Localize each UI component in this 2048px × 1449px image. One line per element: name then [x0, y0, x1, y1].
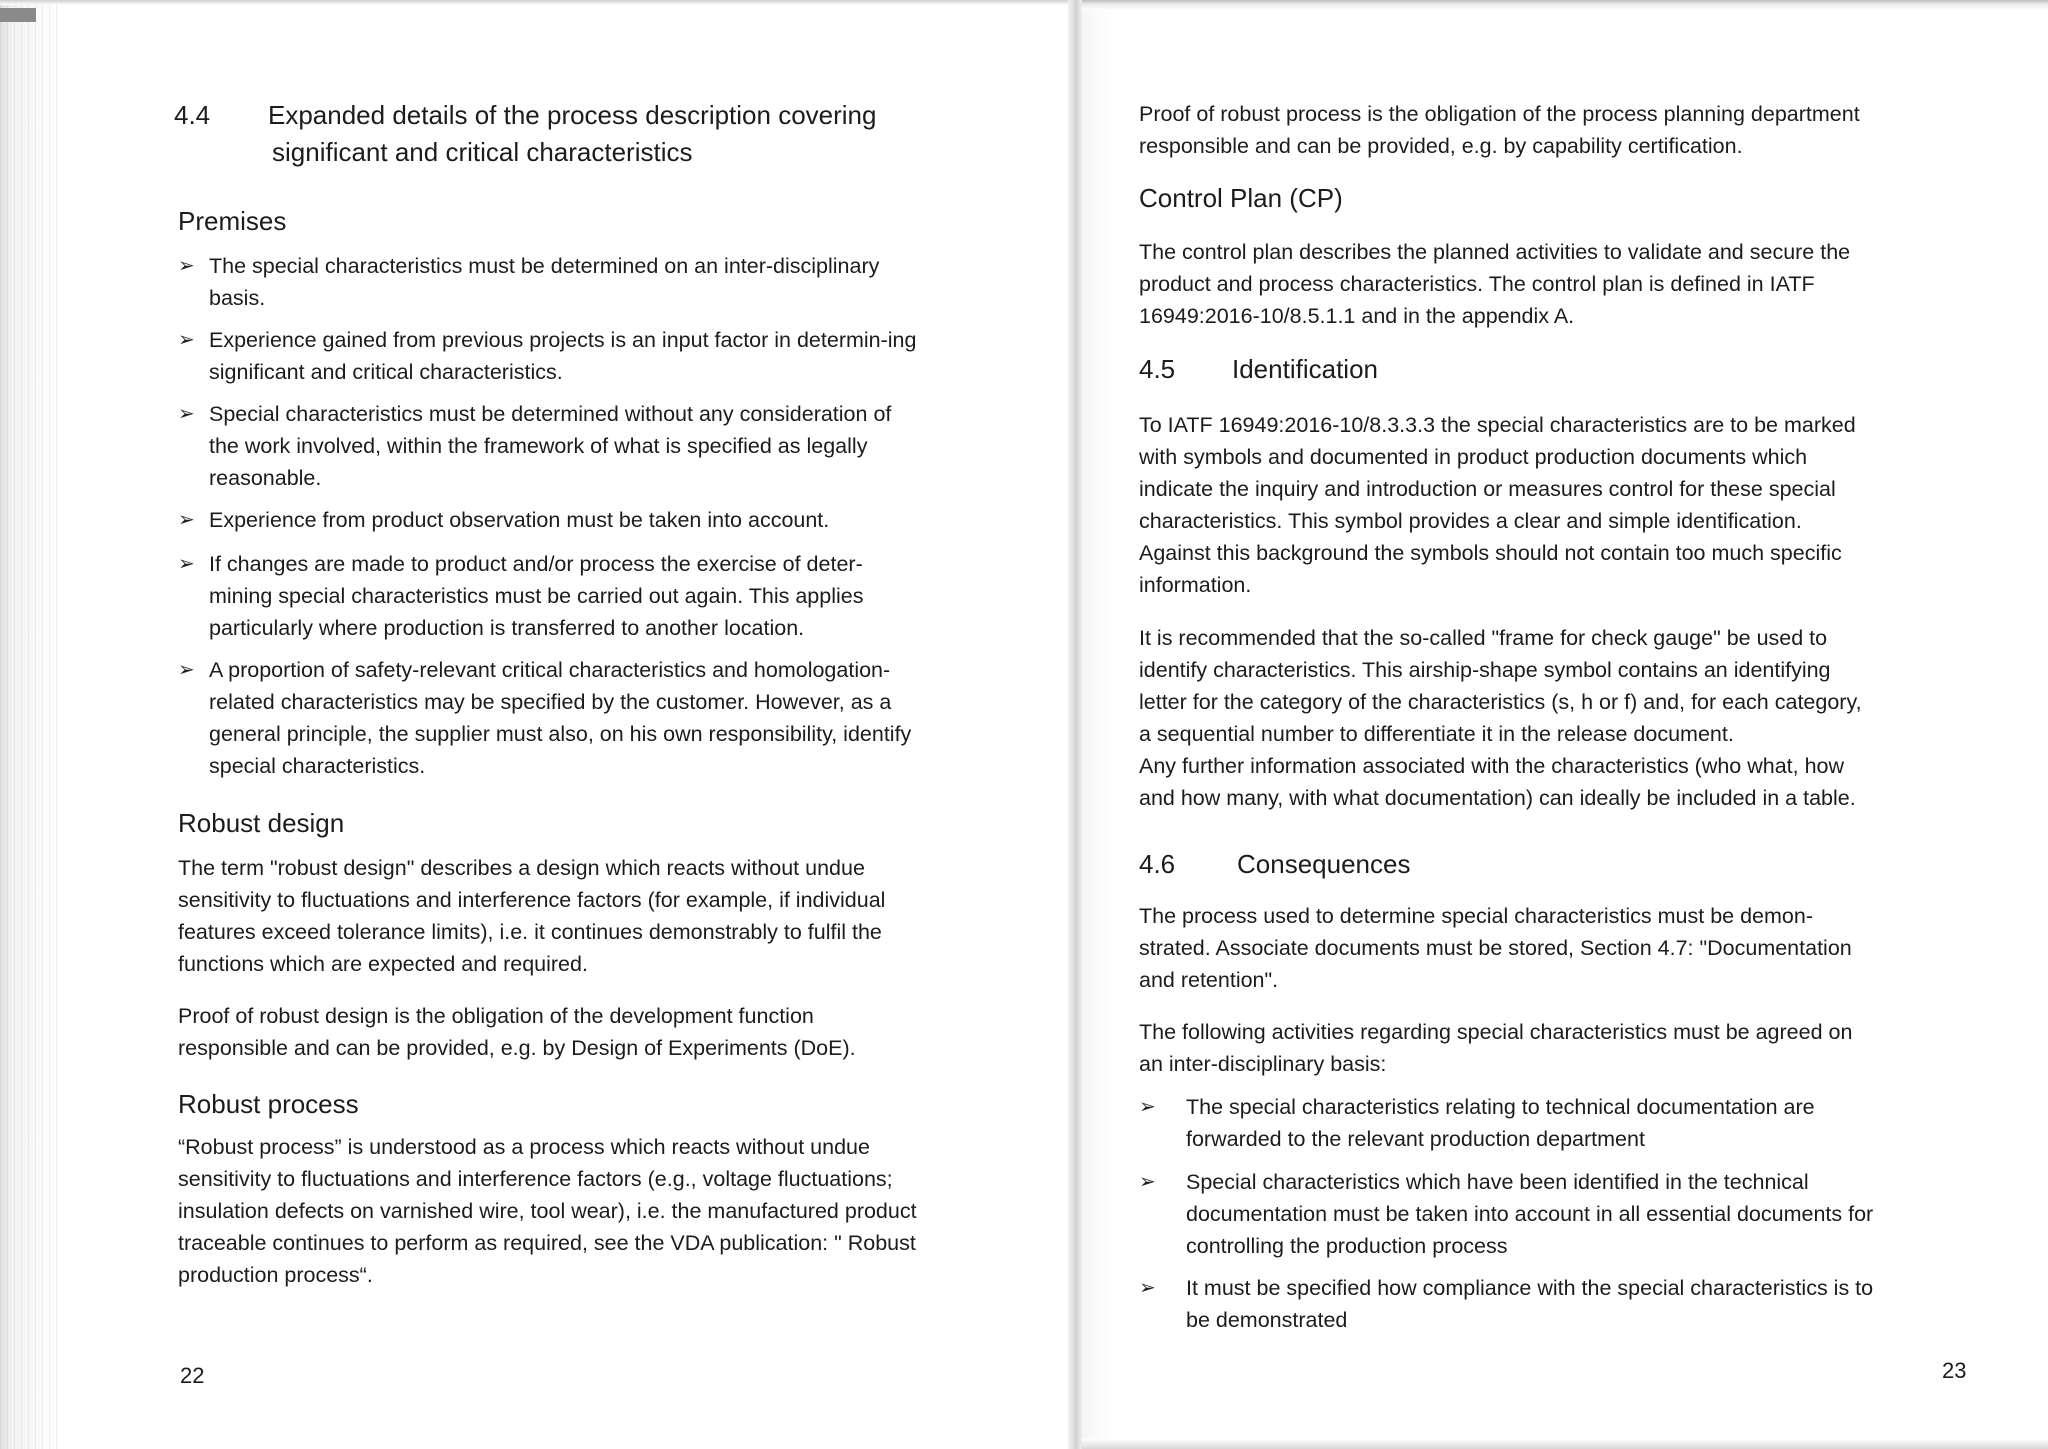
list-item: Experience gained from previous projects is an input factor in determin-ing significant and critical characteristics.	[209, 328, 917, 384]
arrowhead-bullet-icon: ➢	[178, 509, 195, 531]
section-title-line: Expanded details of the process description covering	[268, 100, 877, 130]
arrowhead-bullet-icon: ➢	[178, 553, 195, 575]
arrowhead-bullet-icon: ➢	[178, 659, 195, 681]
section-number: 4.5	[1139, 354, 1176, 384]
paragraph: The control plan describes the planned activities to validate and secure the product and process characteristics. The control plan is defined in IATF 16949:2016-10/8.5.1.1 and in the appendix A.	[1139, 240, 1851, 328]
arrowhead-bullet-icon: ➢	[1139, 1096, 1156, 1118]
section-title: Consequences	[1237, 849, 1411, 879]
page-top-edge	[0, 0, 1068, 5]
arrowhead-bullet-icon: ➢	[178, 255, 195, 277]
binding-edge	[0, 0, 60, 1449]
paragraph: The process used to determine special characteristics must be demon- strated. Associate documents must be stored, Section 4.7: "Documentation and retention".	[1139, 904, 1852, 992]
subheading-control-plan: Control Plan (CP)	[1139, 183, 1343, 213]
section-number: 4.4	[174, 100, 211, 130]
subheading-robust-process: Robust process	[178, 1089, 359, 1119]
list-item: If changes are made to product and/or process the exercise of deter- mining special characteristics must be carried out again. This applies particularly where production is transferred to another location.	[209, 552, 864, 640]
book-gutter	[1068, 0, 1082, 1449]
list-item: Experience from product observation must be taken into account.	[209, 508, 830, 532]
list-item: A proportion of safety-relevant critical characteristics and homologation- related characteristics may be specified by the customer. However, as a general principle, the supplier must also, on his own responsibility, identify special characteristics.	[209, 658, 912, 778]
paragraph: “Robust process” is understood as a process which reacts without undue sensitivity to fluctuations and interference factors (e.g., voltage fluctuations; insulation defects on varnished wire, tool wear), i.e. the manufactured product traceable continues to perform as required, see the VDA publication: " Robust production process“.	[178, 1135, 917, 1287]
arrowhead-bullet-icon: ➢	[178, 403, 195, 425]
page-number: 23	[1942, 1358, 1967, 1383]
right-page	[1082, 0, 2048, 1449]
paragraph: The following activities regarding special characteristics must be agreed on an inter-disciplinary basis:	[1139, 1020, 1853, 1076]
paragraph: It is recommended that the so-called "frame for check gauge" be used to identify characteristics. This airship-shape symbol contains an identifying letter for the category of the characteristics (s, h or f) and, for each category, a sequential number to differentiate it in the release document. Any further information associated with the characteristics (who what, how and how many, with what documentation) can ideally be included in a table.	[1139, 626, 1862, 810]
paragraph: To IATF 16949:2016-10/8.3.3.3 the special characteristics are to be marked with symbols and documented in product production documents which indicate the inquiry and introduction or measures control for these special characteristics. This symbol provides a clear and simple identification. Against this background the symbols should not contain too much specific information.	[1139, 413, 1856, 597]
page-number: 22	[180, 1363, 205, 1388]
subheading-robust-design: Robust design	[178, 808, 345, 838]
subheading-premises: Premises	[178, 206, 287, 236]
list-item: It must be specified how compliance with the special characteristics is to be demonstrated	[1186, 1276, 1874, 1332]
paragraph: The term "robust design" describes a design which reacts without undue sensitivity to fluctuations and interference factors (for example, if individual features exceed tolerance limits), i.e. it continues demonstrably to fulfil the functions which are expected and required.	[178, 856, 886, 976]
section-title: Identification	[1232, 354, 1378, 384]
list-item: The special characteristics must be determined on an inter-disciplinary basis.	[209, 254, 880, 310]
list-item: Special characteristics which have been identified in the technical documentation must be taken into account in all essential documents for controlling the production process	[1186, 1170, 1874, 1258]
list-item: The special characteristics relating to technical documentation are forwarded to the relevant production department	[1186, 1095, 1815, 1151]
arrowhead-bullet-icon: ➢	[1139, 1277, 1156, 1299]
section-title-line: significant and critical characteristics	[272, 137, 693, 167]
page-bottom-edge	[1082, 1439, 2048, 1449]
paragraph: Proof of robust design is the obligation of the development function responsible and can be provided, e.g. by Design of Experiments (DoE).	[178, 1004, 856, 1060]
scan-corner-mark	[0, 8, 36, 22]
arrowhead-bullet-icon: ➢	[178, 329, 195, 351]
list-item: Special characteristics must be determined without any consideration of the work involved, within the framework of what is specified as legally reasonable.	[209, 402, 892, 490]
section-number: 4.6	[1139, 849, 1176, 879]
arrowhead-bullet-icon: ➢	[1139, 1171, 1156, 1193]
paragraph: Proof of robust process is the obligation of the process planning department responsible and can be provided, e.g. by capability certification.	[1139, 102, 1860, 158]
page-top-edge	[1082, 0, 2048, 10]
